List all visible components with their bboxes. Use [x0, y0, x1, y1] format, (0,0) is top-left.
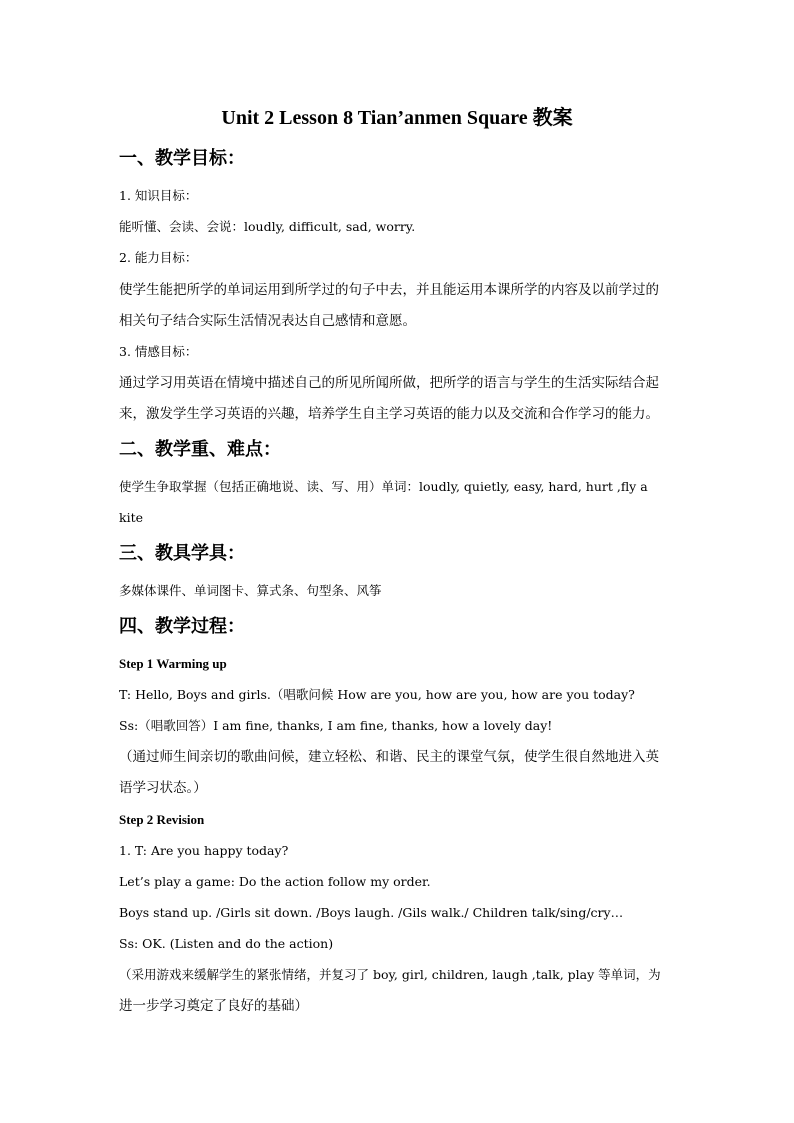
- section-heading-process: 四、教学过程：: [119, 616, 245, 637]
- knowledge-objective-label: 1. 知识目标：: [119, 188, 198, 203]
- step-1-line-1: T: Hello, Boys and girls.（唱歌问候 How are you, how are you, how are you today?: [119, 687, 635, 702]
- emotion-objective-label: 3. 情感目标：: [119, 344, 198, 359]
- ability-objective-text-line-1: 使学生能把所学的单词运用到所学过的句子中去，并且能运用本课所学的内容及以前学过的: [119, 282, 659, 298]
- step-2-line-4: Ss: OK. (Listen and do the action): [119, 936, 334, 951]
- ability-objective-text-line-2: 相关句子结合实际生活情况表达自己感情和意愿。: [119, 313, 416, 329]
- emotion-objective-text-line-1: 通过学习用英语在情境中描述自己的所见所闻所做，把所学的语言与学生的生活实际结合起: [119, 375, 659, 391]
- step-1-line-3: （通过师生间亲切的歌曲问候，建立轻松、和谐、民主的课堂气氛，使学生很自然地进入英: [119, 749, 659, 765]
- step-2-line-6: 进一步学习奠定了良好的基础）: [119, 998, 308, 1014]
- emotion-objective-text-line-2: 来，激发学生学习英语的兴趣，培养学生自主学习英语的能力以及交流和合作学习的能力。: [119, 406, 659, 422]
- step-2-title: Step 2 Revision: [119, 812, 205, 827]
- section-heading-key-points: 二、教学重、难点：: [119, 439, 281, 460]
- key-points-text-line-1: 使学生争取掌握（包括正确地说、读、写、用）单词：loudly, quietly, easy, hard, hurt ,fly a: [119, 479, 648, 494]
- step-1-line-2: Ss:（唱歌回答）I am fine, thanks, I am fine, thanks, how a lovely day!: [119, 718, 553, 733]
- aids-text: 多媒体课件、单词图卡、算式条、句型条、风筝: [119, 583, 382, 598]
- step-1-line-4: 语学习状态。）: [119, 780, 207, 796]
- knowledge-objective-text: 能听懂、会读、会说：loudly, difficult, sad, worry.: [119, 219, 416, 234]
- step-2-line-3: Boys stand up. /Girls sit down. /Boys laugh. /Gils walk./ Children talk/sing/cry…: [119, 905, 624, 920]
- key-points-text-line-2: kite: [119, 510, 143, 525]
- section-heading-objectives: 一、教学目标：: [119, 148, 245, 169]
- step-1-title: Step 1 Warming up: [119, 656, 227, 671]
- ability-objective-label: 2. 能力目标：: [119, 250, 198, 265]
- step-2-line-5: （采用游戏来缓解学生的紧张情绪，并复习了 boy, girl, children, laugh ,talk, play 等单词，为: [119, 967, 661, 982]
- section-heading-aids: 三、教具学具：: [119, 543, 245, 564]
- page-title: Unit 2 Lesson 8 Tian’anmen Square 教案: [221, 107, 573, 129]
- step-2-line-1: 1. T: Are you happy today?: [119, 843, 289, 858]
- step-2-line-2: Let’s play a game: Do the action follow my order.: [119, 874, 431, 889]
